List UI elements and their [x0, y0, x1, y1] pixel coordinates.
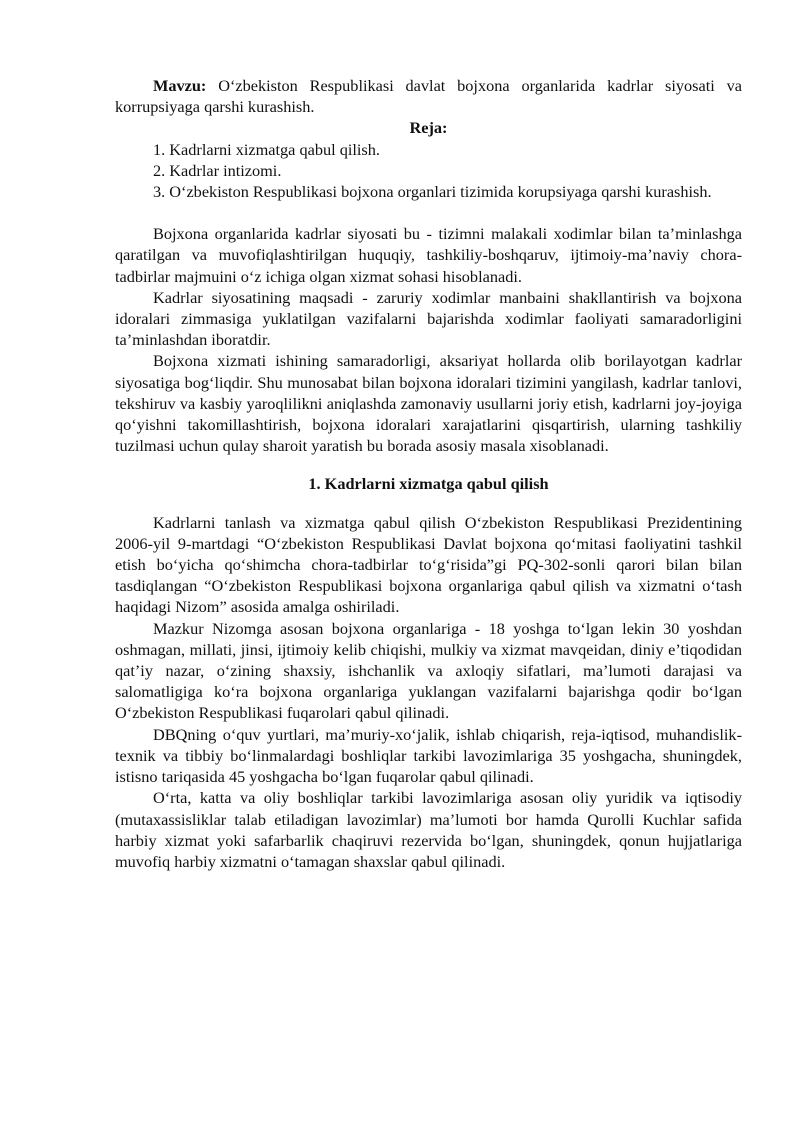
plan-title: Reja: — [409, 118, 448, 138]
intro-paragraph-2: Kadrlar siyosatining maqsadi - zaruriy xodimlar manbaini shakllantirish va bojxona idoralari zimmasiga yuklatilgan vazifalarni bajarishda xodimlar faoliyati samaradorligini ta’minlashdan iboratdir. — [115, 287, 742, 350]
section-heading: 1. Kadrlarni xizmatga qabul qilish — [308, 474, 549, 494]
topic-label: Mavzu: — [153, 76, 207, 95]
section-paragraph-1: Kadrlarni tanlash va xizmatga qabul qilish O‘zbekiston Respublikasi Prezidentining 2006-yil 9-martdagi “O‘zbekiston Respublikasi Davlat bojxona qo‘mitasi faoliyatini tashkil etish bo‘yicha qo‘shimcha chora-tadbirlar to‘g‘risida”gi PQ-302-sonli qarori bilan bilan tasdiqlangan “O‘zbekiston Respublikasi bojxona organlariga qabul qilish va xizmatni o‘tash haqidagi Nizom” asosida amalga oshiriladi. — [115, 512, 742, 617]
section-paragraph-3: DBQning o‘quv yurtlari, ma’muriy-xo‘jalik, ishlab chiqarish, reja-iqtisod, muhandislik-texnik va tibbiy bo‘linmalardagi boshliqlar tarkibi lavozimlariga 35 yoshgacha, shuningdek, istisno tariqasida 45 yoshgacha bo‘lgan fuqarolar qabul qilinadi. — [115, 724, 742, 787]
spacer — [115, 456, 742, 473]
plan-item-2: 2. Kadrlar intizomi. — [153, 160, 282, 180]
topic-line — [115, 75, 742, 117]
intro-paragraph-1: Bojxona organlarida kadrlar siyosati bu - tizimni malakali xodimlar bilan ta’minlashga qaratilgan va muvofiqlashtirilgan huquqiy, tashkiliy-boshqaruv, ijtimoiy-ma’naviy chora-tadbirlar majmuini o‘z ichiga olgan xizmat sohasi hisoblanadi. — [115, 224, 742, 286]
intro-paragraph-3: Bojxona xizmati ishining samaradorligi, aksariyat hollarda olib borilayotgan kadrlar siyosatiga bog‘liqdir. Shu munosabat bilan bojxona idoralari tizimini yangilash, kadrlar tanlovi, tekshiruv va kasbiy yaroqlilikni aniqlashda zamonaviy usullarni joriy etish, kadrlarni joy-joyiga qo‘yishni takomillashtirish, bojxona idoralari xarajatlarini qisqartirish, ularning tashkiliy tuzilmasi uchun qulay sharoit yaratish bu borada asosiy masala xisoblanadi. — [115, 351, 742, 456]
spacer — [115, 495, 742, 512]
plan-item-3: 3. O‘zbekiston Respublikasi bojxona organlari tizimida korupsiyaga qarshi kurashish. — [153, 182, 712, 202]
topic-text: O‘zbekiston Respublikasi davlat bojxona organlarida kadrlar siyosati va korrupsiyaga qarshi kurashish. — [115, 76, 742, 117]
section-paragraph-2: Mazkur Nizomga asosan bojxona organlariga - 18 yoshga to‘lgan lekin 30 yoshdan oshmagan, millati, jinsi, ijtimoiy kelib chiqishi, mulkiy va xizmat mavqeidan, diniy e’tiqodidan qat’iy nazar, o‘zining shaxsiy, ishchanlik va axloqiy sifatlari, ma’lumoti darajasi va salomatligiga ko‘ra bojxona organlariga yuklangan vazifalarni bajarishga qodir bo‘lgan O‘zbekiston Respublikasi fuqarolari qabul qilinadi. — [115, 618, 742, 723]
section-paragraph-4: O‘rta, katta va oliy boshliqlar tarkibi lavozimlariga asosan oliy yuridik va iqtisodiy (mutaxassisliklar talab etiladigan lavozimlar) ma’lumoti bor hamda Qurolli Kuchlar safida harbiy xizmat yoki safarbarlik chaqiruvi rezervida bo‘lgan, shuningdek, qonun hujjatlariga muvofiq harbiy xizmatni o‘tamagan shaxslar qabul qilinadi. — [115, 788, 742, 871]
spacer — [115, 202, 742, 223]
plan-item-1: 1. Kadrlarni xizmatga qabul qilish. — [153, 139, 380, 159]
